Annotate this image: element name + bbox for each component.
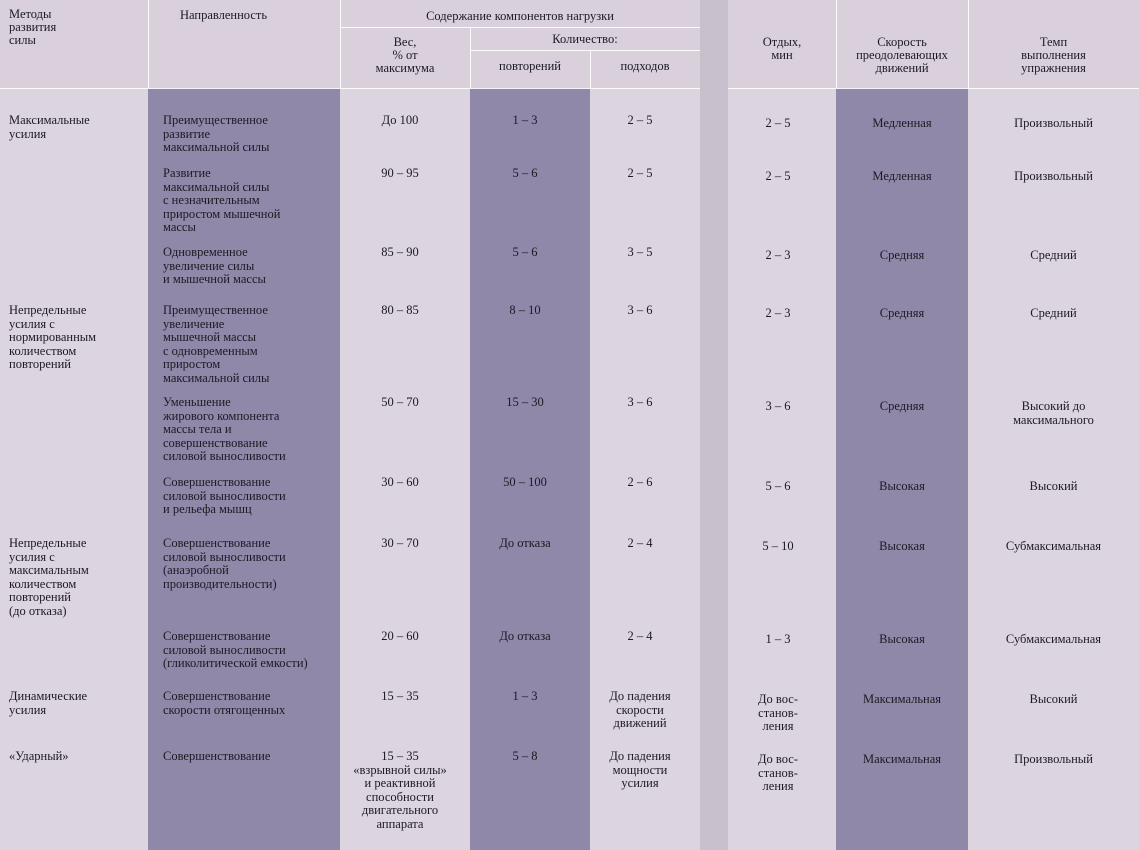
row-reps: 15 – 30: [506, 395, 544, 409]
header-bottom-rule: [728, 88, 1139, 89]
header-rule: [340, 27, 700, 28]
row-reps: 8 – 10: [509, 303, 541, 317]
row-tempo: Высокий: [1029, 479, 1078, 493]
row-reps: 5 – 8: [512, 749, 538, 763]
row-weight: 85 – 90: [381, 245, 419, 259]
row-sets: До падения скорости движений: [609, 689, 671, 730]
row-direction: Развитие максимальной силы с незначительным приростом мышечной массы: [163, 166, 281, 234]
row-method: «Ударный»: [9, 749, 69, 763]
header-rest: Отдых, мин: [762, 35, 802, 62]
row-weight: До 100: [381, 113, 419, 127]
header-method: Методы развития силы: [9, 7, 57, 47]
row-sets: 2 – 5: [627, 113, 653, 127]
row-speed: Высокая: [879, 539, 925, 553]
header-speed: Скорость преодолевающих движений: [856, 35, 948, 75]
row-tempo: Средний: [1030, 248, 1077, 262]
row-weight: 15 – 35 «взрывной силы» и реактивной способности двигательного аппарата: [353, 749, 447, 831]
row-rest: 2 – 3: [765, 248, 791, 262]
row-speed: Максимальная: [862, 752, 942, 766]
row-weight: 50 – 70: [381, 395, 419, 409]
row-direction: Преимущественное увеличение мышечной массы с одновременным приростом максимальной силы: [163, 303, 270, 385]
header-tempo: Темп выполнения упражнения: [1021, 35, 1086, 75]
row-tempo: Средний: [1030, 306, 1077, 320]
row-sets: 2 – 4: [627, 629, 653, 643]
row-tempo: Произвольный: [1014, 169, 1093, 183]
row-sets: 3 – 5: [627, 245, 653, 259]
row-method: Динамические усилия: [9, 689, 88, 717]
row-weight: 20 – 60: [381, 629, 419, 643]
row-speed: Медленная: [872, 116, 932, 130]
row-sets: 2 – 4: [627, 536, 653, 550]
header-sets: подходов: [620, 59, 670, 73]
header-reps: повторений: [499, 59, 561, 73]
row-tempo: Произвольный: [1014, 116, 1093, 130]
row-direction: Совершенствование силовой выносливости и рельефа мышц: [163, 475, 286, 516]
row-sets: До падения мощности усилия: [609, 749, 671, 790]
header-quantity: Количество:: [552, 32, 618, 46]
row-speed: Медленная: [872, 169, 932, 183]
header-rule: [470, 50, 700, 51]
row-rest: 2 – 5: [765, 169, 791, 183]
row-rest: 3 – 6: [765, 399, 791, 413]
row-speed: Высокая: [879, 479, 925, 493]
row-method: Непредельные усилия с нормированным количеством повторений: [9, 303, 97, 371]
row-direction: Уменьшение жирового компонента массы тела и совершенствование силовой выносливости: [163, 395, 286, 463]
row-direction: Совершенствование: [163, 749, 271, 763]
row-sets: 2 – 5: [627, 166, 653, 180]
row-tempo: Произвольный: [1014, 752, 1093, 766]
row-rest: До вос- станов- ления: [758, 752, 798, 793]
row-reps: До отказа: [499, 536, 551, 550]
row-weight: 90 – 95: [381, 166, 419, 180]
row-reps: 1 – 3: [512, 113, 538, 127]
row-sets: 2 – 6: [627, 475, 653, 489]
col-bg-weight: [340, 0, 470, 850]
row-sets: 3 – 6: [627, 395, 653, 409]
row-sets: 3 – 6: [627, 303, 653, 317]
row-direction: Преимущественное развитие максимальной силы: [163, 113, 270, 154]
header-divider: [148, 0, 149, 88]
row-rest: До вос- станов- ления: [758, 692, 798, 733]
header-direction: Направленность: [180, 8, 268, 22]
row-reps: 5 – 6: [512, 166, 538, 180]
row-weight: 15 – 35: [381, 689, 419, 703]
row-reps: 5 – 6: [512, 245, 538, 259]
row-rest: 1 – 3: [765, 632, 791, 646]
row-direction: Совершенствование силовой выносливости (гликолитической емкости): [163, 629, 308, 670]
row-direction: Совершенствование силовой выносливости (анаэробной производительности): [163, 536, 286, 591]
row-direction: Совершенствование скорости отягощенных: [163, 689, 286, 717]
row-rest: 5 – 6: [765, 479, 791, 493]
row-weight: 30 – 70: [381, 536, 419, 550]
row-tempo: Высокий до максимального: [1013, 399, 1094, 427]
row-method: Максимальные усилия: [9, 113, 90, 141]
row-speed: Средняя: [879, 306, 925, 320]
row-speed: Максимальная: [862, 692, 942, 706]
col-bg-reps: [470, 0, 590, 850]
row-rest: 5 – 10: [762, 539, 794, 553]
row-tempo: Субмаксимальная: [1005, 539, 1102, 553]
row-tempo: Субмаксимальная: [1005, 632, 1102, 646]
page-gutter: [700, 0, 728, 850]
row-tempo: Высокий: [1029, 692, 1078, 706]
row-speed: Средняя: [879, 248, 925, 262]
row-reps: 50 – 100: [503, 475, 547, 489]
row-method: Непредельные усилия с максимальным количеством повторений (до отказа): [9, 536, 89, 618]
row-reps: 1 – 3: [512, 689, 538, 703]
header-bottom-rule: [0, 88, 700, 89]
row-rest: 2 – 5: [765, 116, 791, 130]
row-speed: Средняя: [879, 399, 925, 413]
row-reps: До отказа: [499, 629, 551, 643]
row-speed: Высокая: [879, 632, 925, 646]
header-content: Содержание компонентов нагрузки: [426, 9, 614, 23]
row-weight: 30 – 60: [381, 475, 419, 489]
row-weight: 80 – 85: [381, 303, 419, 317]
header-weight: Вес, % от максимума: [375, 35, 435, 75]
row-rest: 2 – 3: [765, 306, 791, 320]
row-direction: Одновременное увеличение силы и мышечной массы: [163, 245, 266, 286]
